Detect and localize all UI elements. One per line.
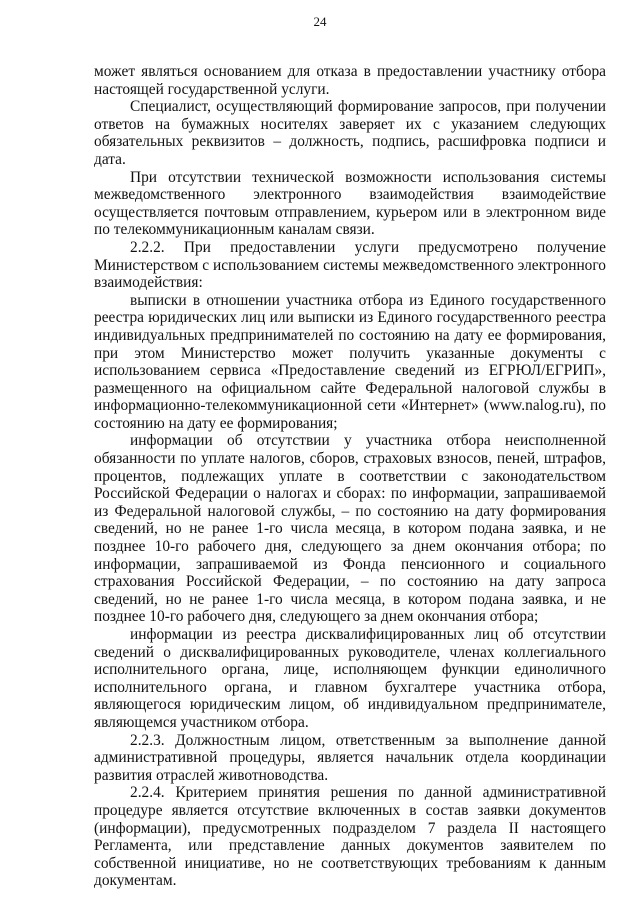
- paragraph-2-2-3: 2.2.3. Должностным лицом, ответственным за выполнение данной административной процедуры, является начальник отдела координации развития отраслей животноводства.: [94, 731, 606, 784]
- paragraph-egrul-extract: выписки в отношении участника отбора из Единого государственного реестра юридических лиц или выписки из Единого государственного реестра индивидуальных предпринимателей по состоянию на дату ее формирования, при этом Министерство может получить указанные документы с использованием сервиса «Предоставление сведений из ЕГРЮЛ/ЕГРИП», размещенного на официальном сайте Федеральной налоговой службы в информационно-телекоммуникационной сети «Интернет» (www.nalog.ru), по состоянию на дату ее формирования;: [94, 291, 606, 432]
- page-number: 24: [313, 14, 327, 29]
- paragraph-tax-obligations: информации об отсутствии у участника отбора неисполненной обязанности по уплате налогов, сборов, страховых взносов, пеней, штрафов, процентов, подлежащих уплате в соответствии с законодательством Российской Федерации о налогах и сборах: по информации, запрашиваемой из Федеральной налоговой службы, – по состоянию на дату формирования сведений, но не ранее 1-го числа месяца, в котором подана заявка, и не позднее 10-го рабочего дня, следующего за днем окончания отбора; по информации, запрашиваемой из Фонда пенсионного и социального страхования Российской Федерации, – по состоянию на дату запроса сведений, но не ранее 1-го числа месяца, в котором подана заявка, и не позднее 10-го рабочего дня, следующего за днем окончания отбора;: [94, 432, 606, 626]
- paragraph-2-2-4: 2.2.4. Критерием принятия решения по данной административной процедуре является отсутствие включенных в состав заявки документов (информации), предусмотренных подразделом 7 раздела II настоящего Регламента, или представление данных документов заявителем по собственной инициативе, но не соответствующих требованиям к данным документам.: [94, 784, 606, 890]
- document-body: [94, 63, 606, 890]
- paragraph-no-technical-possibility: При отсутствии технической возможности использования системы межведомственного электронного взаимодействия взаимодействие осуществляется почтовым отправлением, курьером или в электронном виде по телекоммуникационным каналам связи.: [94, 168, 606, 239]
- paragraph-continuation: может являться основанием для отказа в предоставлении участнику отбора настоящей государственной услуги.: [94, 63, 606, 98]
- paragraph-specialist: Специалист, осуществляющий формирование запросов, при получении ответов на бумажных носителях заверяет их с указанием следующих обязательных реквизитов – должность, подпись, расшифровка подписи и дата.: [94, 98, 606, 168]
- paragraph-2-2-2: 2.2.2. При предоставлении услуги предусмотрено получение Министерством с использованием системы межведомственного электронного взаимодействия:: [94, 238, 606, 292]
- paragraph-disqualified-registry: информации из реестра дисквалифицированных лиц об отсутствии сведений о дисквалифицированных руководителе, членах коллегиального исполнительного органа, лице, исполняющем функции единоличного исполнительного органа, и главном бухгалтере участника отбора, являющегося юридическим лицом, об индивидуальном предпринимателе, являющемся участником отбора.: [94, 626, 606, 731]
